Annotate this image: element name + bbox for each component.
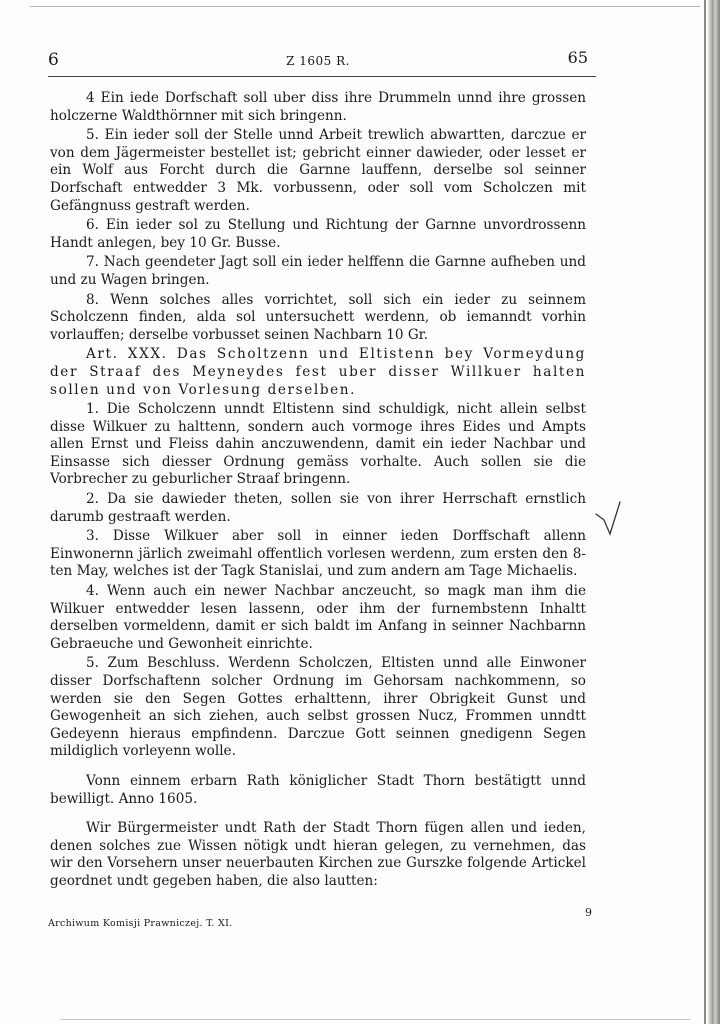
page-number-left: 6 <box>48 50 59 70</box>
paragraph: 5. Zum Beschluss. Werdenn Scholczen, Eltisten unnd alle Einwoner disser Dorfschaftenn solcher Ordnung im Gehorsam nachkommenn, so werden sie den Segen Gottes erhalttenn, ihrer Obrigkeit Gunst und Gewogenheit an sich ziehen, auch selbst grossen Nucz, Frommen unndtt Gedeyenn hieraus empfindenn. Darczue Gott seinnen gnedigenn Segen mildiglich vorleyenn wolle. <box>50 655 586 760</box>
paragraph: 3. Disse Wilkuer aber soll in einner ieden Dorffschaft allenn Einwonernn järlich zweimahl offentlich vorlesen werdenn, zum ersten den 8-ten May, welches ist der Tagk Stanislai, und zum andern am Tage Michaelis. <box>50 528 586 580</box>
handwritten-check-mark <box>594 494 630 544</box>
article-heading: Art. XXX. Das Scholtzenn und Eltistenn bey Vormeydung der Straaf des Meyneydes fest uber disser Willkuer halten sollen und von Vorlesung derselben. <box>50 346 586 398</box>
paragraph: Wir Bürgermeister undt Rath der Stadt Thorn fügen allen und ieden, denen solches zue Wissen nötigk undt hieran gelegen, zu vernehmen, das wir den Vorsehern unser neuerbauten Kirchen zue Gurszke folgende Artickel geordnet undt gegeben haben, die also lautten: <box>50 820 586 889</box>
page-footer <box>48 906 596 929</box>
running-title: Z 1605 R. <box>286 54 350 68</box>
scan-binding-line <box>704 0 706 1024</box>
paragraph: 4. Wenn auch ein newer Nachbar anczeucht, so magk man ihm die Wilkuer entwedder lesen lassenn, oder ihm der furnembstenn Inhaltt derselben vormeldenn, damit er sich baldt im Anfang in seinner Nachbarnn Gebraeuche und Gewonheit einrichte. <box>50 583 586 652</box>
paragraph: 2. Da sie dawieder theten, sollen sie von ihrer Herrschaft ernstlich darumb gestraaft werden. <box>50 491 586 525</box>
scan-top-edge <box>30 6 700 7</box>
paragraph: Vonn einnem erbarn Rath königlicher Stadt Thorn bestätigtt unnd bewilligt. Anno 1605. <box>50 772 586 807</box>
page-header <box>48 50 588 74</box>
page-number-right: 65 <box>567 48 588 67</box>
paragraph: 1. Die Scholczenn unndt Eltistenn sind schuldigk, nicht allein selbst disse Wilkuer zu halttenn, sondern auch vormoge ihres Eides und Ampts allen Ernst und Fleiss dahin anczuwendenn, damit ein ieder Nachbar und Einsasse sich diesser Ordnung gemäss vorhalte. Auch sollen sie die Vorbrecher zu geburlicher Straaf bringenn. <box>50 401 586 488</box>
scan-bottom-edge <box>60 1019 690 1020</box>
body-text <box>50 90 586 893</box>
paragraph: 5. Ein ieder soll der Stelle unnd Arbeit trewlich abwartten, darczue er von dem Jägermeister bestellet ist; gebricht einner dawieder, oder lesset er ein Wolf aus Forcht durch die Garnne lauffenn, derselbe sol seinner Dorfschaft entwedder 3 Mk. vorbussenn, oder soll vom Scholczen mit Gefängnuss gestraft werden. <box>50 127 586 214</box>
signature-mark: 9 <box>585 906 592 919</box>
scan-right-edge <box>708 0 720 1024</box>
header-rule <box>48 76 596 77</box>
paragraph: 8. Wenn solches alles vorrichtet, soll sich ein ieder zu seinnem Scholczenn finden, alda sol untersuchett werdenn, ob iemanndt vorhin vorlauffen; derselbe vorbusset seinen Nachbarn 10 Gr. <box>50 291 586 343</box>
paragraph: 4 Ein iede Dorfschaft soll uber diss ihre Drummeln unnd ihre grossen holczerne Waldthörnner mit sich bringenn. <box>50 90 586 124</box>
paragraph: 6. Ein ieder sol zu Stellung und Richtung der Garnne unvordrossenn Handt anlegen, bey 10 Gr. Busse. <box>50 217 586 251</box>
footer-source: Archiwum Komisji Prawniczej. T. XI. <box>48 918 233 929</box>
paragraph: 7. Nach geendeter Jagt soll ein ieder helffenn die Garnne aufheben und und zu Wagen bringen. <box>50 254 586 288</box>
